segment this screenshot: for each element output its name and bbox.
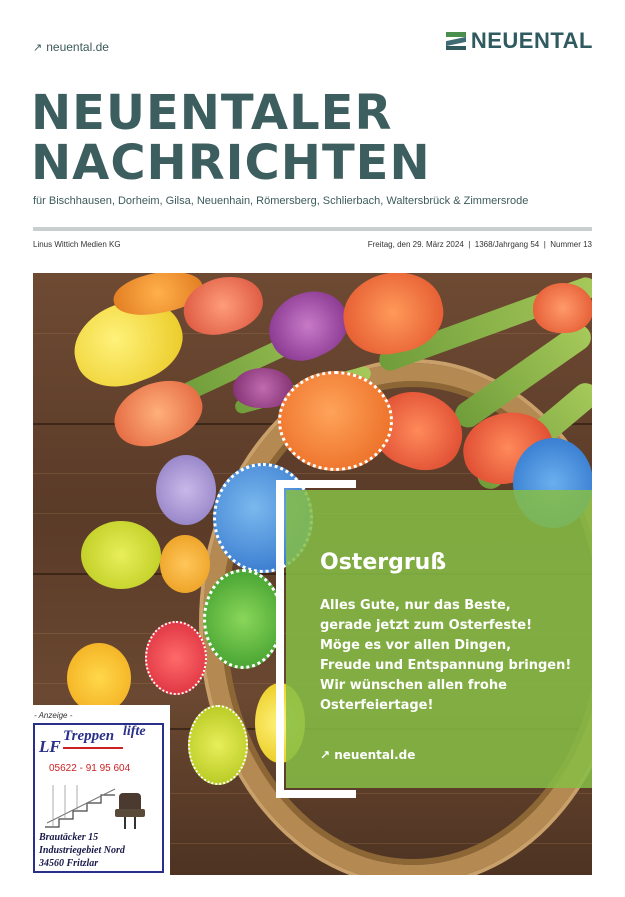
treppenlifte-ad[interactable] [33, 723, 164, 873]
ad-brand-lifte: lifte [123, 724, 146, 739]
ad-address-line: 34560 Fritzlar [39, 858, 99, 869]
greeting-line: Osterfeiertage! [320, 698, 434, 713]
easter-greeting-box [286, 490, 592, 788]
greeting-link-text: neuental.de [334, 748, 416, 762]
districts-subtitle: für Bischhausen, Dorheim, Gilsa, Neuenhain, Römersberg, Schlierbach, Waltersbrück & Zimmersrode [33, 195, 529, 207]
greeting-line: Möge es vor allen Dingen, [320, 638, 512, 653]
external-link-arrow-icon: ↗ [320, 748, 331, 762]
issue-info: Freitag, den 29. März 2024 | 1368/Jahrgang 54 | Nummer 13 [367, 240, 592, 249]
ad-address [39, 831, 125, 870]
logo-text: NEUENTAL [470, 28, 593, 53]
ad-brand-treppen: Treppen [63, 728, 115, 744]
title-line-2: NACHRICHTEN [31, 135, 431, 191]
external-link-arrow-icon: ↗ [33, 41, 43, 54]
neuental-logo-icon [446, 31, 466, 51]
orange-easter-egg [278, 371, 393, 471]
header-divider [33, 227, 592, 231]
greeting-line: Alles Gute, nur das Beste, [320, 598, 511, 613]
ad-label: - Anzeige - [34, 711, 73, 720]
stairlift-illustration-icon [45, 779, 155, 831]
website-link-text: neuental.de [46, 40, 109, 54]
ad-brand-lf: LF [39, 737, 61, 756]
website-link[interactable] [33, 40, 109, 54]
newspaper-title [31, 85, 431, 191]
ad-address-line: Industriegebiet Nord [39, 845, 125, 856]
greeting-line: Freude und Entspannung bringen! [320, 658, 572, 673]
greeting-title: Ostergruß [320, 550, 447, 575]
advertisement[interactable] [29, 705, 170, 875]
ad-underline [63, 747, 123, 749]
neuental-logo [446, 28, 593, 54]
publisher-name: Linus Wittich Medien KG [33, 240, 121, 249]
ad-address-line: Brautäcker 15 [39, 832, 99, 843]
greeting-line: Wir wünschen allen frohe [320, 678, 507, 693]
greeting-poem [320, 596, 580, 716]
title-line-1: NEUENTALER [31, 85, 393, 141]
ad-phone: 05622 - 91 95 604 [49, 763, 131, 774]
greeting-website-link[interactable] [320, 748, 415, 762]
greeting-line: gerade jetzt zum Osterfeste! [320, 618, 533, 633]
